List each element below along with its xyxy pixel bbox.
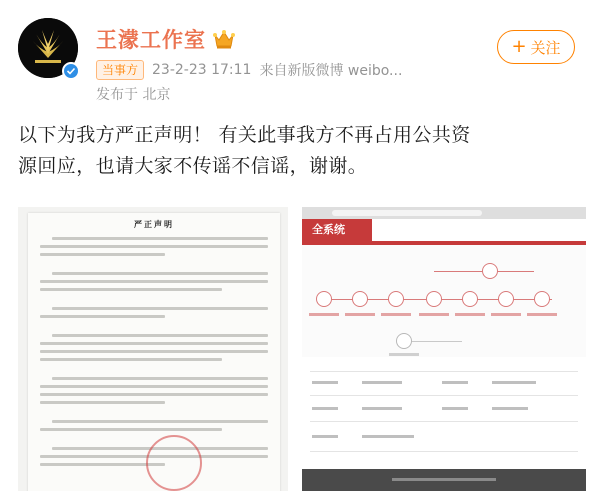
- plus-icon: +: [511, 36, 527, 57]
- flow-node: [498, 291, 514, 307]
- flow-chart: [302, 245, 586, 357]
- post-text-line-1: 以下为我方严正声明！ 有关此事我方不再占用公共资: [18, 124, 471, 146]
- flow-node: [396, 333, 412, 349]
- flow-node: [352, 291, 368, 307]
- info-table: [302, 357, 586, 469]
- flow-node: [388, 291, 404, 307]
- browser-url: [332, 210, 482, 216]
- flow-node: [482, 263, 498, 279]
- post-image-statement[interactable]: [18, 207, 288, 491]
- party-tag: 当事方: [96, 60, 144, 80]
- document-title: 严正声明: [134, 220, 174, 229]
- crown-icon: [212, 28, 236, 50]
- post-image-system[interactable]: [302, 207, 586, 491]
- author-name[interactable]: 王濛工作室: [96, 28, 206, 52]
- flow-node: [426, 291, 442, 307]
- flow-node: [534, 291, 550, 307]
- post-text-line-2: 源回应，也请大家不传谣不信谣，谢谢。: [18, 155, 368, 177]
- flow-node: [462, 291, 478, 307]
- post-location: 发布于 北京: [96, 87, 171, 103]
- post-meta: [96, 60, 402, 80]
- post-timestamp[interactable]: 23-2-23 17:11: [152, 62, 252, 78]
- statement-document: [28, 213, 280, 491]
- red-seal-icon: [146, 435, 202, 491]
- follow-label: 关注: [530, 38, 561, 57]
- author-row: [96, 24, 236, 54]
- verified-badge-icon: [62, 62, 80, 80]
- flow-node: [316, 291, 332, 307]
- app-title: 全系统: [312, 223, 345, 236]
- post-source: 来自新版微博 weibo...: [259, 63, 403, 79]
- post-text: [18, 120, 583, 182]
- follow-button[interactable]: [497, 30, 575, 64]
